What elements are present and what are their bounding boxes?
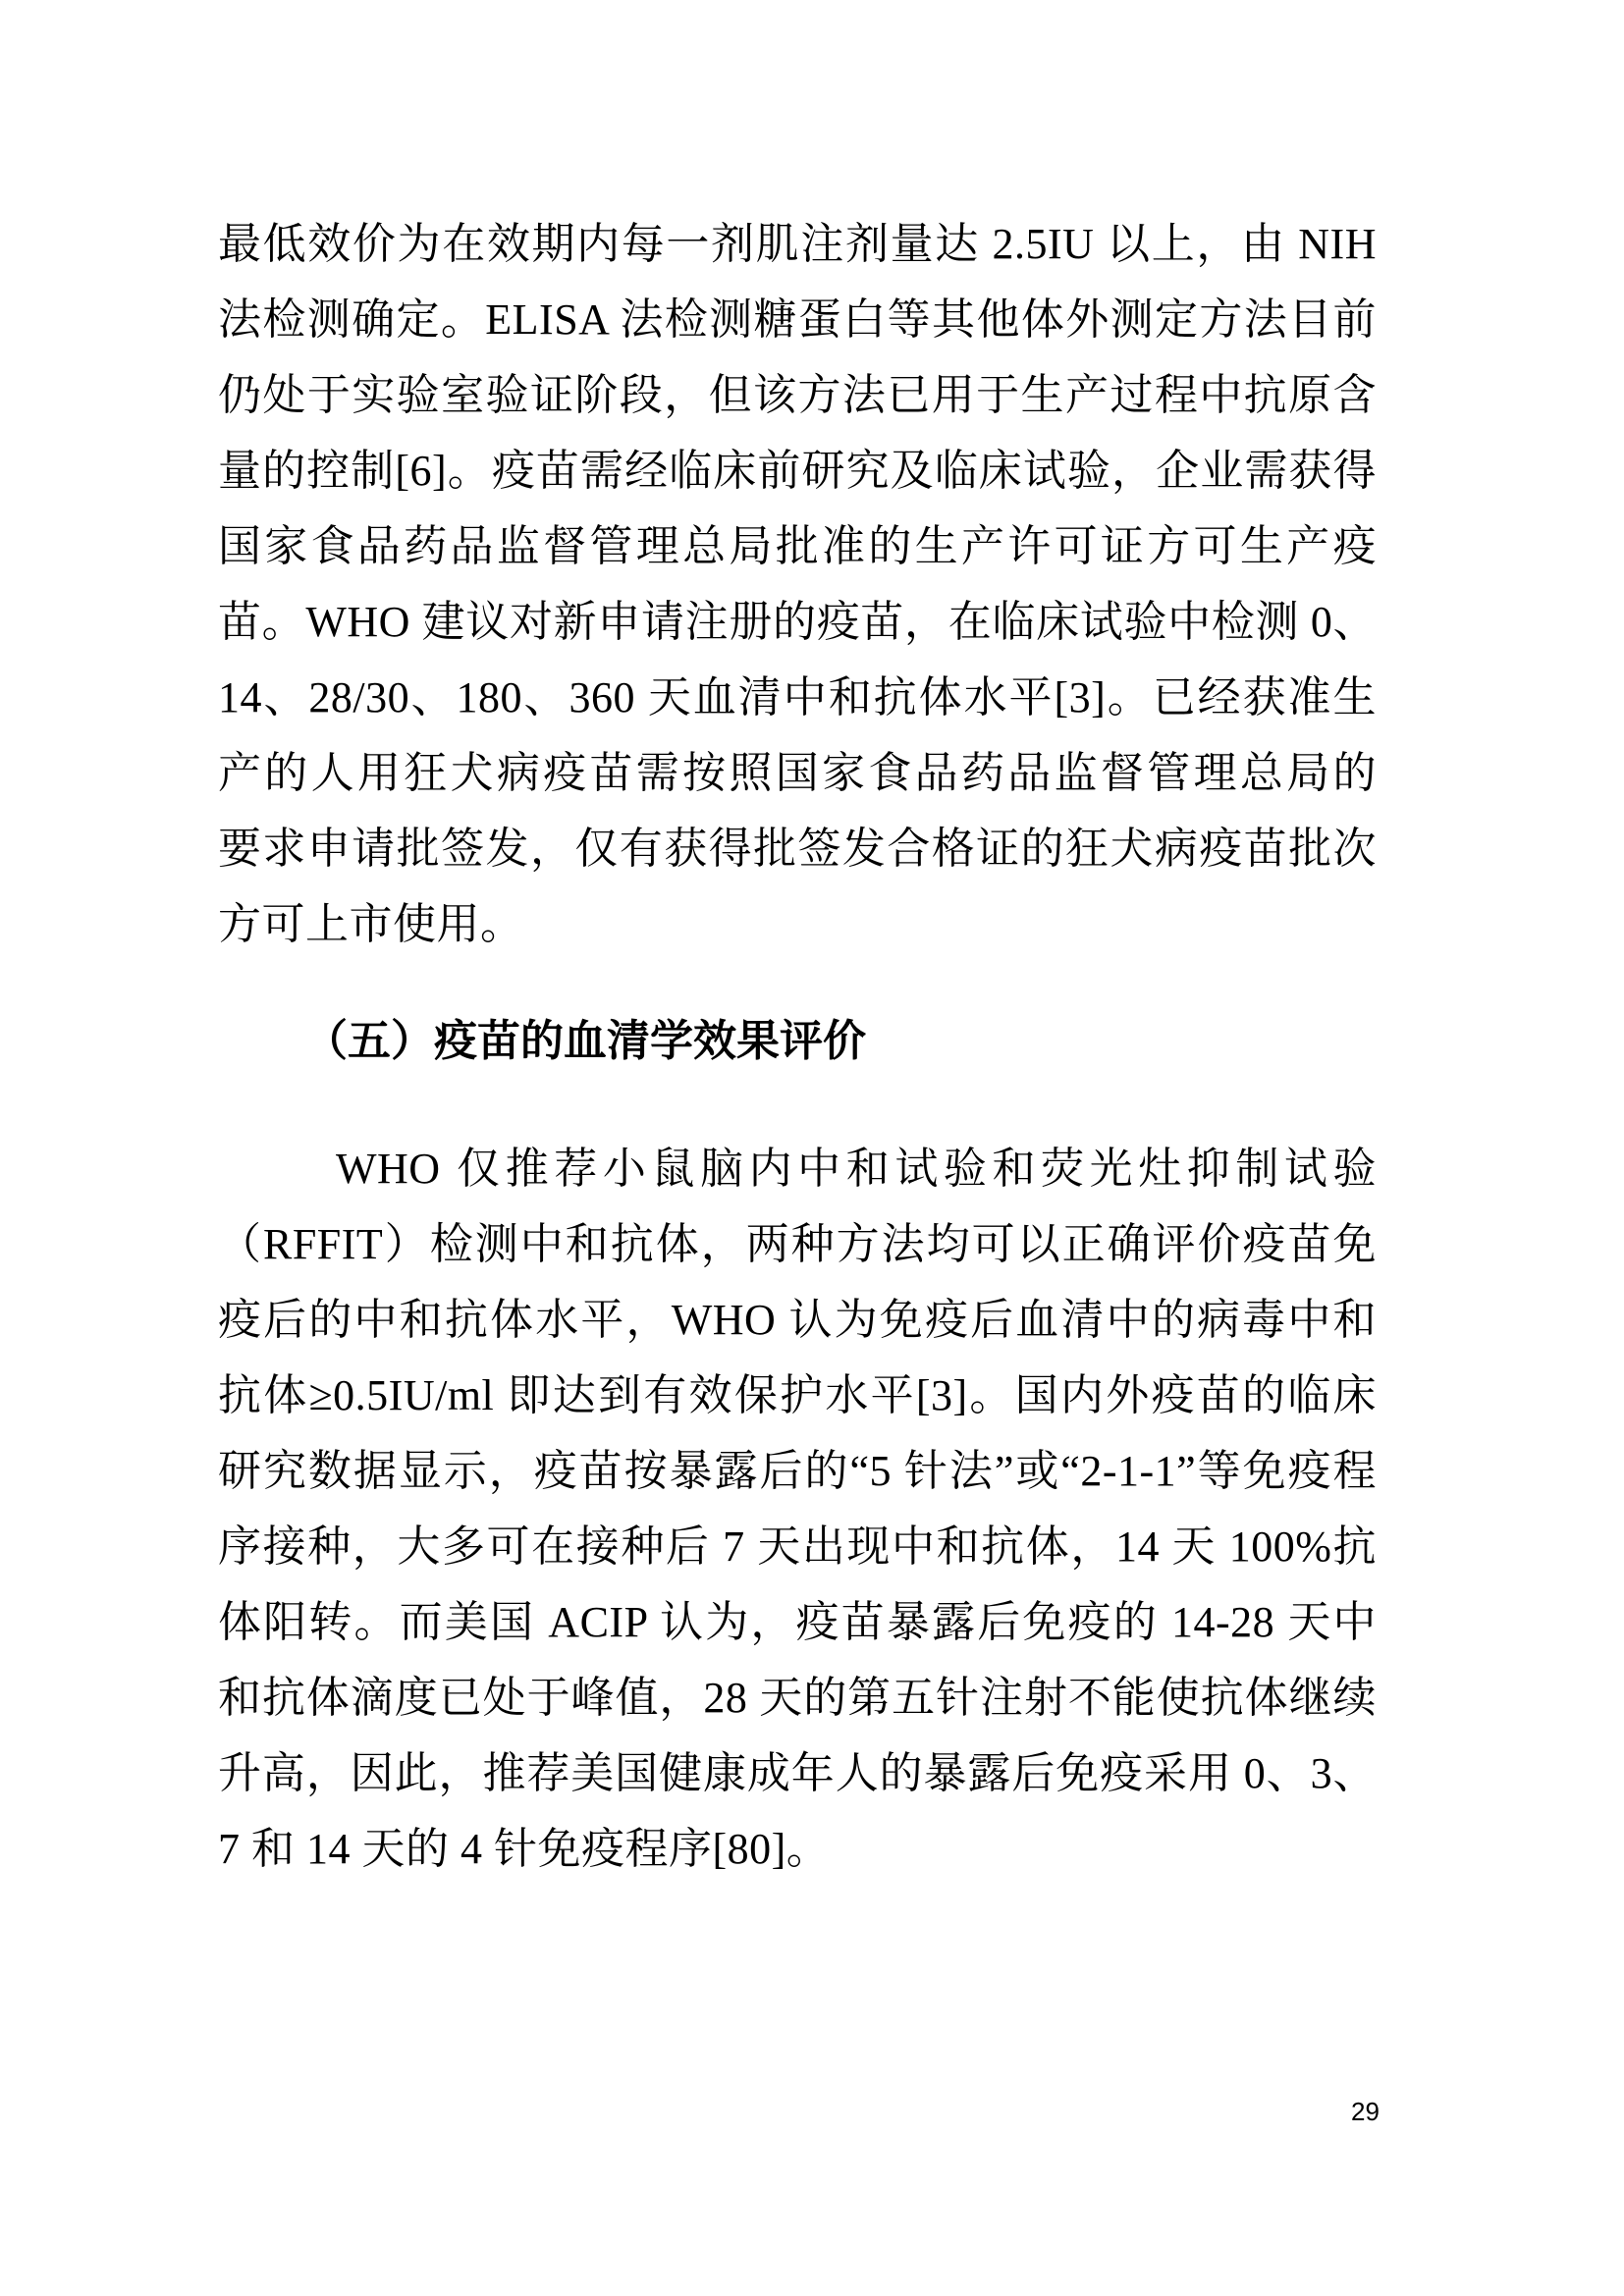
text-line: 和抗体滴度已处于峰值，28 天的第五针注射不能使抗体继续 — [218, 1674, 1377, 1722]
paragraph-serology-evaluation — [218, 1131, 1377, 1887]
page-body — [218, 206, 1377, 1887]
text-line: 序接种，大多可在接种后 7 天出现中和抗体，14 天 100%抗 — [218, 1522, 1377, 1571]
text-line: 14、28/30、180、360 天血清中和抗体水平[3]。已经获准生 — [218, 673, 1377, 721]
text-line: 体阳转。而美国 ACIP 认为，疫苗暴露后免疫的 14-28 天中 — [218, 1598, 1377, 1646]
page-number: 29 — [1351, 2097, 1380, 2126]
text-line: 7 和 14 天的 4 针免疫程序[80]。 — [218, 1825, 831, 1873]
section-heading: （五）疫苗的血清学效果评价 — [304, 1017, 866, 1065]
paragraph-vaccine-production — [218, 206, 1377, 962]
text-line: 疫后的中和抗体水平，WHO 认为免疫后血清中的病毒中和 — [218, 1296, 1377, 1344]
text-line: 国家食品药品监督管理总局批准的生产许可证方可生产疫 — [218, 522, 1377, 570]
text-line: 抗体≥0.5IU/ml 即达到有效保护水平[3]。国内外疫苗的临床 — [218, 1371, 1377, 1419]
text-line: 要求申请批签发，仅有获得批签发合格证的狂犬病疫苗批次 — [218, 825, 1377, 873]
text-line: 法检测确定。ELISA 法检测糖蛋白等其他体外测定方法目前 — [218, 295, 1377, 344]
text-line: 升高，因此，推荐美国健康成年人的暴露后免疫采用 0、3、 — [218, 1749, 1377, 1797]
text-line: 仍处于实验室验证阶段，但该方法已用于生产过程中抗原含 — [218, 371, 1377, 419]
text-line: 苗。WHO 建议对新申请注册的疫苗，在临床试验中检测 0、 — [218, 598, 1377, 646]
text-line: 研究数据显示，疫苗按暴露后的“5 针法”或“2-1-1”等免疫程 — [218, 1447, 1377, 1495]
text-line: 量的控制[6]。疫苗需经临床前研究及临床试验，企业需获得 — [218, 447, 1377, 495]
text-line: 产的人用狂犬病疫苗需按照国家食品药品监督管理总局的 — [218, 749, 1377, 797]
text-line: 方可上市使用。 — [218, 900, 524, 948]
text-line: WHO 仅推荐小鼠脑内中和试验和荧光灶抑制试验 — [336, 1145, 1377, 1193]
text-line: （RFFIT）检测中和抗体，两种方法均可以正确评价疫苗免 — [218, 1220, 1377, 1268]
text-line: 最低效价为在效期内每一剂肌注剂量达 2.5IU 以上，由 NIH — [218, 220, 1377, 268]
